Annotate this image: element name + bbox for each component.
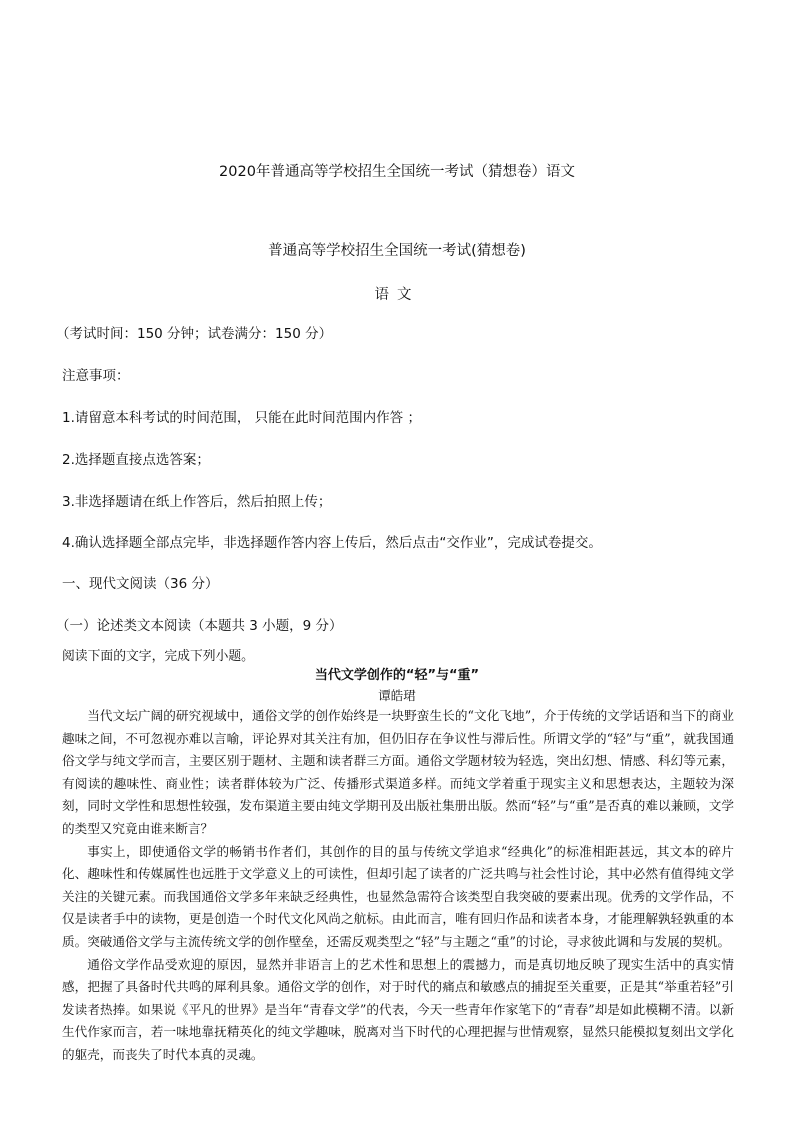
passage-paragraph: 当代文坛广阔的研究视域中，通俗文学的创作始终是一块野蛮生长的“文化飞地”，介于传统的文学话语和当下的商业趣味之间，不可忽视亦难以言喻，评论界对其关注有加，但仍旧存在争议性与滞后性。所谓文学的“轻”与“重”，就我国通俗文学与纯文学而言，主要区别于题材、主题和读者群三方面。通俗文学题材较为轻选，突出幻想、情感、科幻等元素，有阅读的趣味性、商业性；读者群体较为广泛、传播形式渠道多样。而纯文学着重于现实主义和思想表达，主题较为深刻，同时文学性和思想性较强，发布渠道主要由纯文学期刊及出版社集册出版。然而“轻”与“重”是否真的难以兼顾，文学的类型又究竟由谁来断言？ bbox=[62, 708, 734, 836]
notice-item-2: 2.选择题直接点选答案； bbox=[62, 452, 210, 468]
document-main-title: 2020年普通高等学校招生全国统一考试（猜想卷）语文 bbox=[219, 164, 575, 180]
reading-instruction: 阅读下面的文字，完成下列小题。 bbox=[62, 649, 254, 664]
subsection-heading: （一）论述类文本阅读（本题共 3 小题，9 分） bbox=[56, 618, 343, 634]
passage-title: 当代文学创作的“轻”与“重” bbox=[314, 668, 480, 683]
passage-body bbox=[62, 705, 734, 1067]
exam-info: （考试时间：150 分钟；试卷满分：150 分） bbox=[56, 326, 333, 342]
subject-title: 语文 bbox=[374, 287, 420, 303]
notice-item-4: 4.确认选择题全部点完毕，非选择题作答内容上传后，然后点击“交作业”，完成试卷提交。 bbox=[62, 535, 602, 551]
section-heading: 一、现代文阅读（36 分） bbox=[62, 576, 219, 592]
exam-title: 普通高等学校招生全国统一考试(猜想卷) bbox=[268, 243, 526, 259]
notice-item-3: 3.非选择题请在纸上作答后，然后拍照上传； bbox=[62, 494, 332, 510]
notice-heading: 注意事项： bbox=[62, 368, 130, 384]
notice-item-1: 1.请留意本科考试的时间范围， 只能在此时间范围内作答 ； bbox=[62, 410, 421, 426]
passage-author: 谭皓珺 bbox=[378, 688, 416, 703]
passage-paragraph: 通俗文学作品受欢迎的原因，显然并非语言上的艺术性和思想上的震撼力，而是真切地反映了现实生活中的真实情感，把握了具备时代共鸣的犀利具象。通俗文学的创作，对于时代的痛点和敏感点的捕捉至关重要，正是其“举重若轻”引发读者热捧。如果说《平凡的世界》是当年“青春文学”的代表，今天一些青年作家笔下的“青春”却是如此模糊不清。以新生代作家而言，若一味地靠抚精英化的纯文学趣味，脱离对当下时代的心理把握与世情观察，显然只能模拟复刻出文学化的躯壳，而丧失了时代本真的灵魂。 bbox=[62, 956, 734, 1062]
passage-paragraph: 事实上，即使通俗文学的畅销书作者们，其创作的目的虽与传统文学追求“经典化”的标准相距甚远，其文本的碎片化、趣味性和传媒属性也远胜于文学意义上的可读性，但却引起了读者的广泛共鸣与社会性讨论，其中必然有值得纯文学关注的关键元素。而我国通俗文学多年来缺乏经典性，也显然急需符合该类型自我突破的要素出现。优秀的文学作品，不仅是读者手中的读物，更是创造一个时代文化风尚之航标。由此而言，唯有回归作品和读者本身，才能理解孰轻孰重的本质。突破通俗文学与主流传统文学的创作壁垒，还需反观类型之“轻”与主题之“重”的讨论，寻求彼此调和与发展的契机。 bbox=[62, 843, 734, 949]
